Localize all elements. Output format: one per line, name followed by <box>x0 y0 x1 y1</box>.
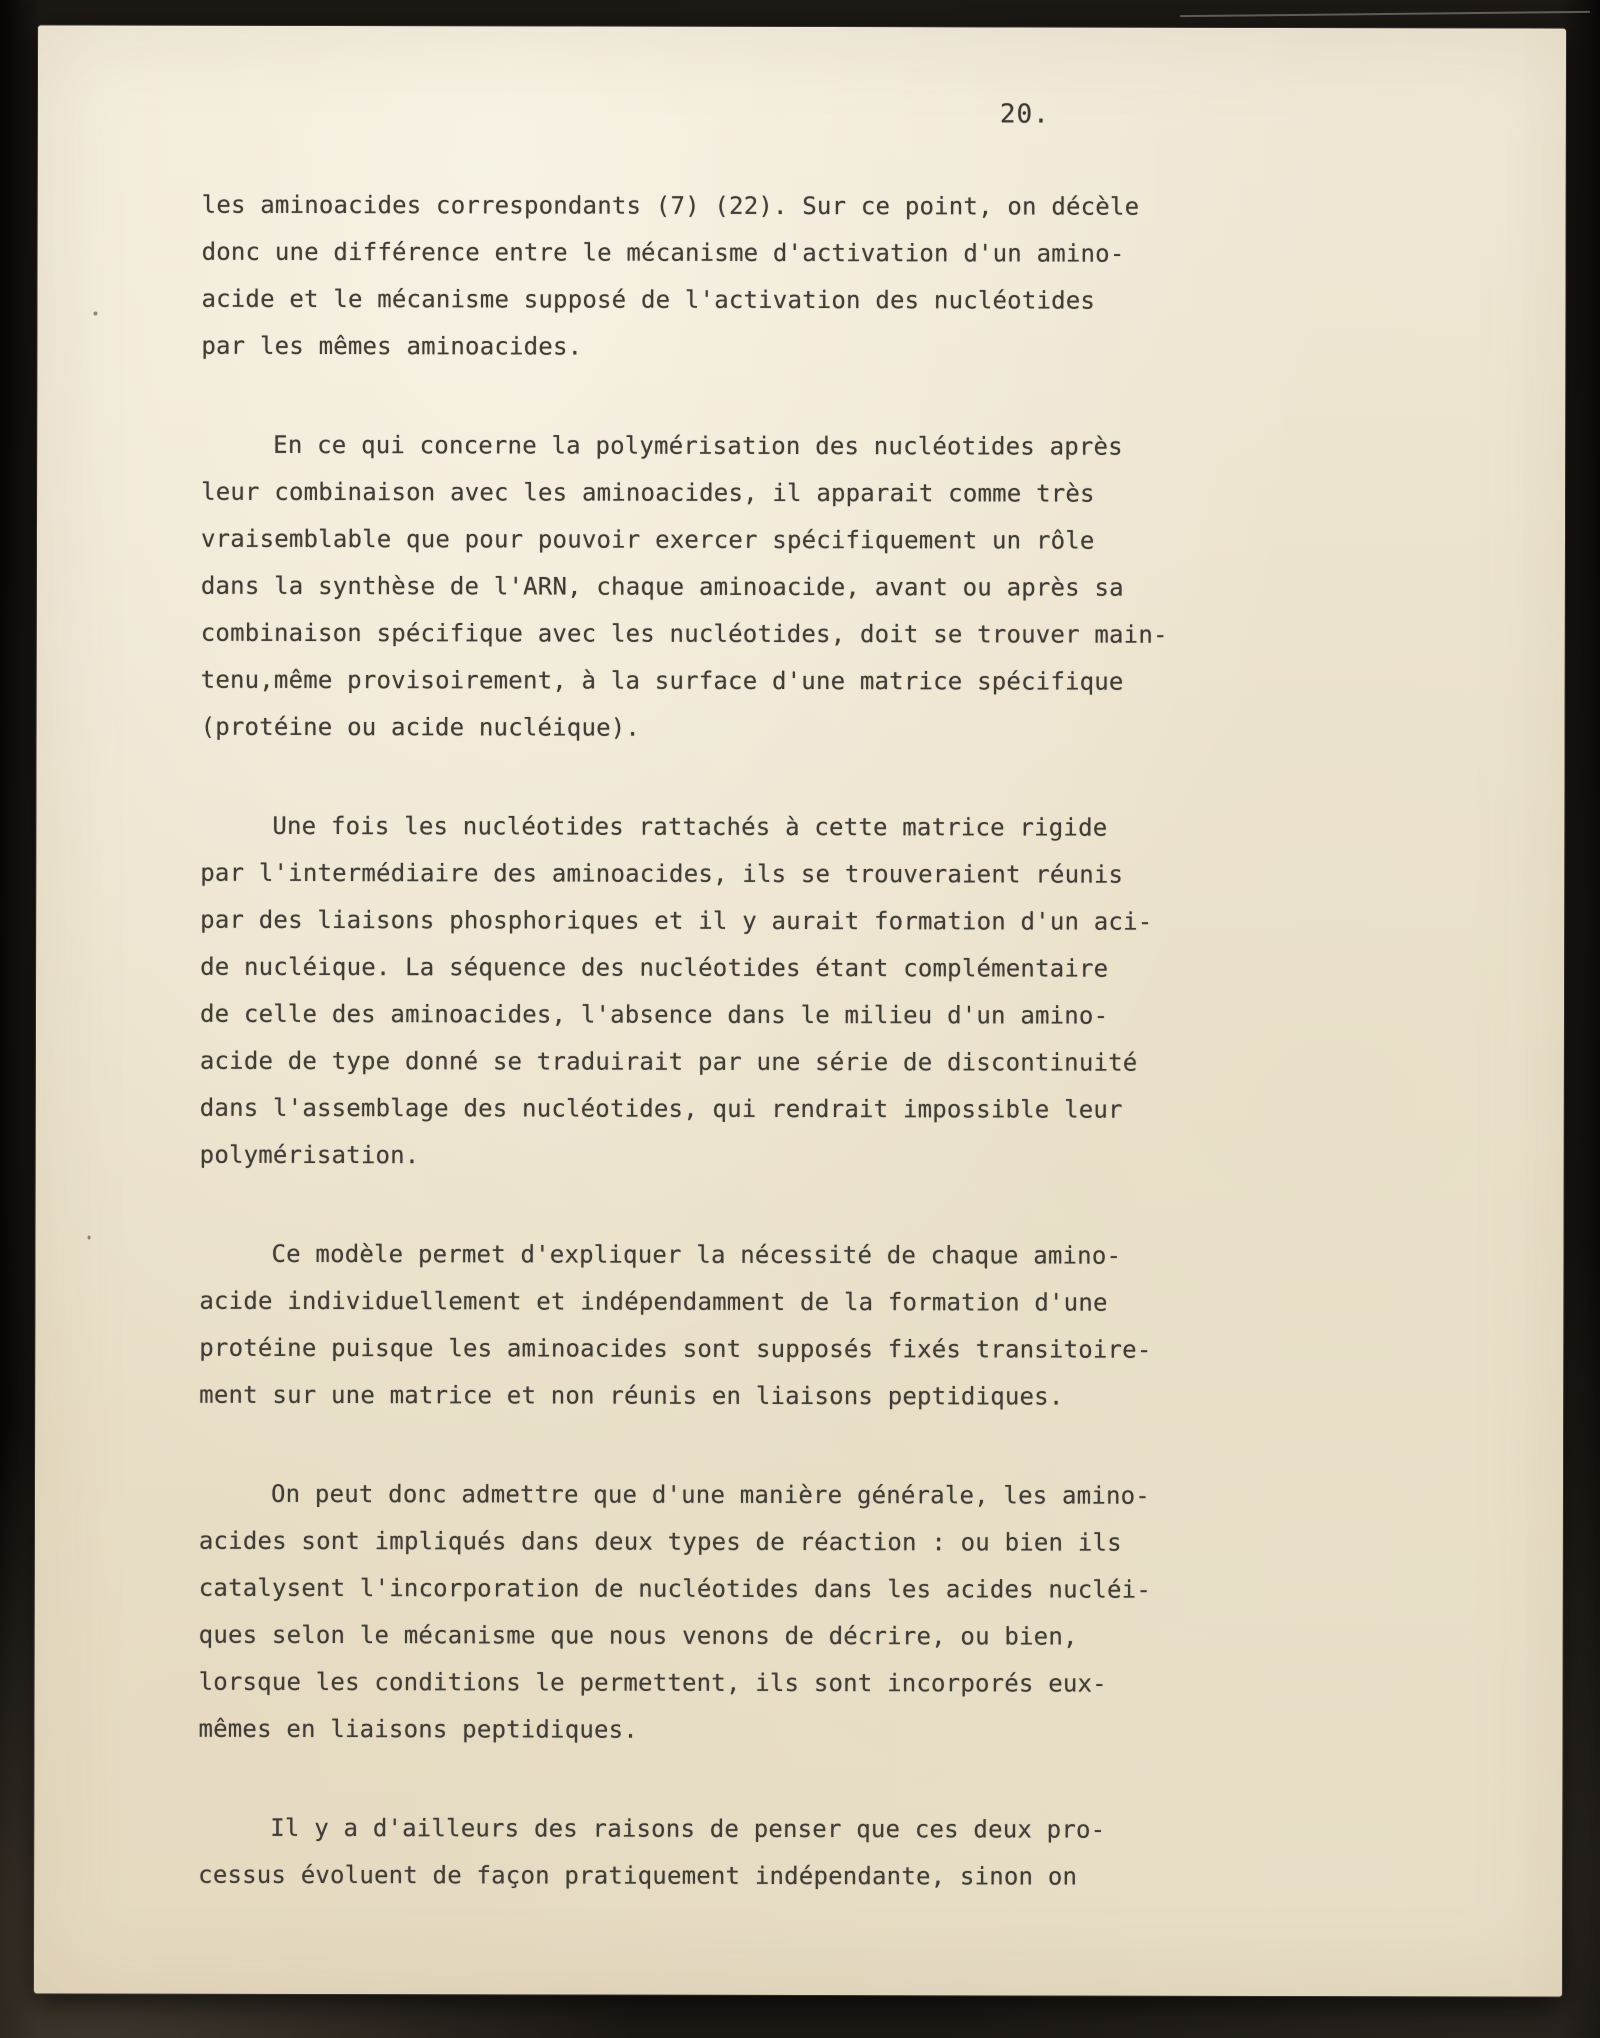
text-line: lorsque les conditions le permettent, ils sont incorporés eux- <box>198 1667 1107 1698</box>
text-line: ques selon le mécanisme que nous venons de décrire, ou bien, <box>198 1620 1078 1651</box>
text-line: vraisemblable que pour pouvoir exercer spécifiquement un rôle <box>200 524 1095 555</box>
text-line: de celle des aminoacides, l'absence dans le milieu d'un amino- <box>199 999 1109 1030</box>
text-line: En ce qui concerne la polymérisation des nucléotides après <box>273 430 1123 461</box>
text-line: de nucléique. La séquence des nucléotides étant complémentaire <box>200 952 1109 983</box>
text-line: (protéine ou acide nucléique). <box>200 712 641 742</box>
text-line: donc une différence entre le mécanisme d'activation d'un amino- <box>201 237 1125 268</box>
text-line: les aminoacides correspondants (7) (22). Sur ce point, on décèle <box>201 190 1140 221</box>
text-line: par l'intermédiaire des aminoacides, ils se trouveraient réunis <box>200 858 1124 889</box>
paragraph <box>198 1471 1209 1755</box>
page-number: 20. <box>999 99 1050 130</box>
paragraph <box>201 422 1212 753</box>
text-line: mêmes en liaisons peptidiques. <box>198 1714 639 1744</box>
paper-speck <box>93 312 97 316</box>
paragraph <box>201 182 1211 372</box>
text-line: Il y a d'ailleurs des raisons de penser que ces deux pro- <box>270 1813 1106 1844</box>
text-line: polymérisation. <box>199 1140 420 1170</box>
text-line: acide individuellement et indépendamment de la formation d'une <box>199 1286 1108 1317</box>
text-line: Une fois les nucléotides rattachés à cette matrice rigide <box>272 811 1108 842</box>
document-page <box>34 25 1566 1996</box>
text-line: dans l'assemblage des nucléotides, qui rendrait impossible leur <box>199 1093 1123 1124</box>
text-line: Ce modèle permet d'expliquer la nécessité de chaque amino- <box>271 1239 1122 1270</box>
text-line: par des liaisons phosphoriques et il y aurait formation d'un aci- <box>200 905 1153 936</box>
text-line: ment sur une matrice et non réunis en liaisons peptidiques. <box>199 1380 1064 1411</box>
text-line: acide et le mécanisme supposé de l'activation des nucléotides <box>201 284 1096 315</box>
text-line: protéine puisque les aminoacides sont supposés fixés transitoire- <box>199 1333 1152 1364</box>
paragraph <box>200 803 1211 1181</box>
paragraph <box>199 1231 1209 1421</box>
text-line: dans la synthèse de l'ARN, chaque aminoacide, avant ou après sa <box>200 571 1124 602</box>
underlying-sheet-edge <box>1180 11 1590 17</box>
text-line: On peut donc admettre que d'une manière générale, les amino- <box>270 1479 1150 1510</box>
text-line: leur combinaison avec les aminoacides, il apparait comme très <box>201 477 1095 508</box>
text-line: tenu,même provisoirement, à la surface d'une matrice spécifique <box>200 665 1124 696</box>
text-line: acides sont impliqués dans deux types de réaction : ou bien ils <box>198 1526 1122 1557</box>
text-line: acide de type donné se traduirait par une série de discontinuité <box>199 1046 1138 1077</box>
paragraph <box>198 1805 1208 1901</box>
text-body <box>198 182 1212 1901</box>
text-line: par les mêmes aminoacides. <box>201 331 583 361</box>
paper-speck <box>88 1236 91 1240</box>
text-line: combinaison spécifique avec les nucléotides, doit se trouver main- <box>200 618 1168 649</box>
text-line: catalysent l'incorporation de nucléotides dans les acides nucléi- <box>198 1573 1152 1604</box>
text-line: cessus évoluent de façon pratiquement indépendante, sinon on <box>198 1860 1078 1891</box>
